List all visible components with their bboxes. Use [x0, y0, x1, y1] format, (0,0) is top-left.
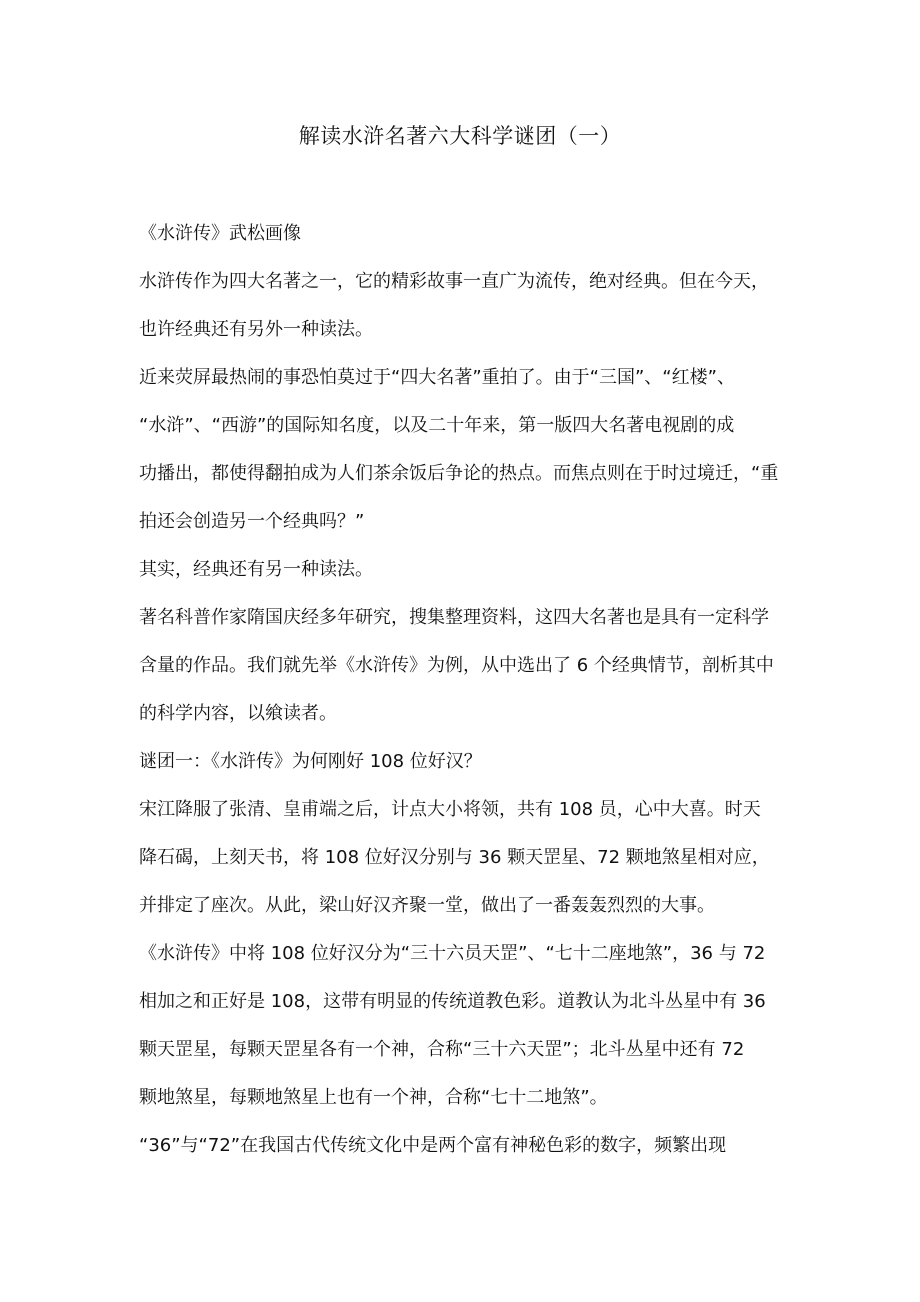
paragraph-line: 拍还会创造另一个经典吗？”: [139, 511, 365, 532]
paragraph-line: 宋江降服了张清、皇甫端之后，计点大小将领，共有 108 员，心中大喜。时天: [139, 799, 761, 820]
paragraph-line: 著名科普作家隋国庆经多年研究，搜集整理资料，这四大名著也是具有一定科学: [139, 607, 769, 628]
paragraph-line: 其实，经典还有另一种读法。: [139, 559, 373, 580]
paragraph-line: 含量的作品。我们就先举《水浒传》为例，从中选出了 6 个经典情节，剖析其中: [139, 655, 774, 676]
paragraph-line: 功播出，都使得翻拍成为人们茶余饭后争论的热点。而焦点则在于时过境迁，“重: [139, 463, 779, 484]
paragraph-line: 并排定了座次。从此，梁山好汉齐聚一堂，做出了一番轰轰烈烈的大事。: [139, 895, 715, 916]
paragraph-line: “水浒”、“西游”的国际知名度，以及二十年来，第一版四大名著电视剧的成: [139, 415, 735, 436]
paragraph-line: 颗地煞星，每颗地煞星上也有一个神，合称“七十二地煞”。: [139, 1087, 608, 1108]
paragraph-line: 水浒传作为四大名著之一，它的精彩故事一直广为流传，绝对经典。但在今天，: [139, 271, 769, 292]
section-heading: 谜团一：《水浒传》为何刚好 108 位好汉？: [139, 751, 482, 772]
paragraph-line: “36”与“72”在我国古代传统文化中是两个富有神秘色彩的数字，频繁出现: [139, 1135, 727, 1156]
document-title: 解读水浒名著六大科学谜团（一）: [298, 124, 622, 148]
paragraph-line: 降石碣，上刻天书，将 108 位好汉分别与 36 颗天罡星、72 颗地煞星相对应，: [139, 847, 770, 868]
caption-line: 《水浒传》武松画像: [139, 223, 301, 244]
paragraph-line: 相加之和正好是 108，这带有明显的传统道教色彩。道教认为北斗丛星中有 36: [139, 991, 766, 1012]
paragraph-line: 颗天罡星，每颗天罡星各有一个神，合称“三十六天罡”；北斗丛星中还有 72: [139, 1039, 745, 1060]
paragraph-line: 《水浒传》中将 108 位好汉分为“三十六员天罡”、“七十二座地煞”，36 与 72: [139, 943, 766, 964]
paragraph-line: 的科学内容，以飨读者。: [139, 703, 337, 724]
paragraph-line: 近来荧屏最热闹的事恐怕莫过于“四大名著”重拍了。由于“三国”、“红楼”、: [139, 367, 735, 388]
paragraph-line: 也许经典还有另外一种读法。: [139, 319, 373, 340]
